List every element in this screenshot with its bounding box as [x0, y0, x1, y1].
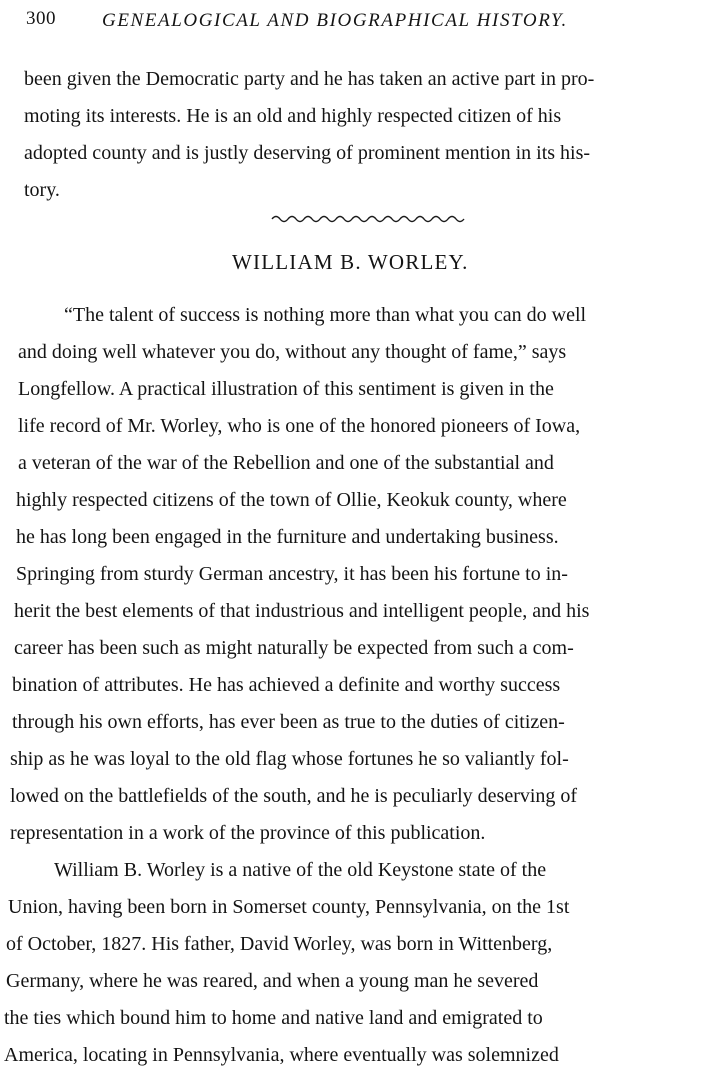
text-line: William B. Worley is a native of the old Keystone state of the	[54, 859, 547, 881]
text-line: career has been such as might naturally be expected from such a com-	[14, 637, 574, 659]
text-line: of October, 1827. His father, David Worley, was born in Wittenberg,	[6, 933, 553, 955]
text-line: lowed on the battlefields of the south, and he is peculiarly deserving of	[10, 785, 578, 807]
text-line: through his own efforts, has ever been as true to the duties of citizen-	[12, 711, 565, 733]
text-line: representation in a work of the province of this publication.	[10, 822, 486, 844]
text-line: he has long been engaged in the furniture and undertaking business.	[16, 526, 559, 548]
text-line: Springing from sturdy German ancestry, it has been his fortune to in-	[16, 563, 568, 585]
wavy-rule-icon	[270, 212, 480, 226]
text-line: America, locating in Pennsylvania, where eventually was solemnized	[4, 1044, 559, 1066]
text-line: herit the best elements of that industrious and intelligent people, and his	[14, 600, 590, 622]
text-line: moting its interests. He is an old and highly respected citizen of his	[24, 105, 562, 127]
text-line: life record of Mr. Worley, who is one of the honored pioneers of Iowa,	[18, 415, 581, 437]
page-number: 300	[26, 8, 56, 29]
text-line: a veteran of the war of the Rebellion and one of the substantial and	[18, 452, 554, 474]
text-line: been given the Democratic party and he has taken an active part in pro-	[24, 68, 595, 90]
text-line: “The talent of success is nothing more than what you can do well	[64, 304, 587, 326]
text-line: the ties which bound him to home and native land and emigrated to	[4, 1007, 543, 1029]
text-line: ship as he was loyal to the old flag whose fortunes he so valiantly fol-	[10, 748, 569, 770]
text-line: Union, having been born in Somerset county, Pennsylvania, on the 1st	[8, 896, 570, 918]
text-line: Longfellow. A practical illustration of this sentiment is given in the	[18, 378, 554, 400]
section-heading: WILLIAM B. WORLEY.	[232, 250, 469, 274]
page-header	[26, 6, 706, 38]
text-line: Germany, where he was reared, and when a young man he severed	[6, 970, 539, 992]
text-line: bination of attributes. He has achieved a definite and worthy success	[12, 674, 561, 696]
text-line: tory.	[24, 179, 60, 201]
text-line: adopted county and is justly deserving of prominent mention in its his-	[24, 142, 591, 164]
text-line: highly respected citizens of the town of Ollie, Keokuk county, where	[16, 489, 567, 511]
ornamental-divider	[270, 212, 480, 226]
running-title: GENEALOGICAL AND BIOGRAPHICAL HISTORY.	[102, 10, 568, 31]
text-line: and doing well whatever you do, without any thought of fame,” says	[18, 341, 567, 363]
